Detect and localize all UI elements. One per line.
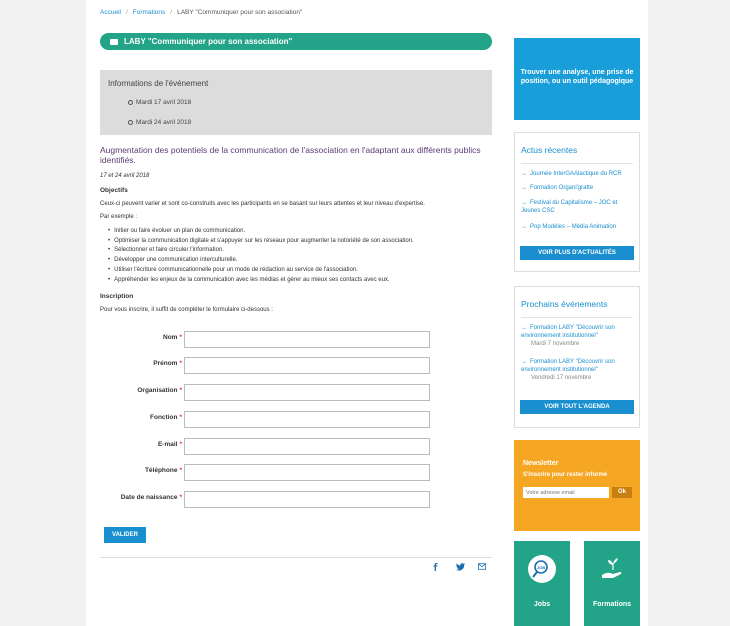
field-label: Date de naissance * — [120, 494, 182, 501]
event-date: Mardi 7 novembre — [531, 341, 580, 347]
event-title: LABY "Communiquer pour son association" — [124, 37, 293, 46]
field-label: E-mail * — [157, 441, 182, 448]
field-label: Nom * — [163, 334, 182, 341]
event-date — [128, 119, 191, 126]
objectives-intro: Ceux-ci peuvent varier et sont co-construits avec les participants en se basant sur leurs attentes et leur niveau d'expertise. — [100, 201, 425, 207]
list-item: • Sélectionner et faire circuler l'information. — [108, 246, 492, 256]
newsletter-submit-button[interactable]: Ok — [612, 487, 632, 498]
facebook-icon[interactable] — [433, 563, 439, 573]
email-icon[interactable] — [478, 563, 486, 572]
newsletter-box — [514, 440, 640, 531]
birthdate-field[interactable] — [184, 491, 430, 508]
event-date-text: Mardi 17 avril 2018 — [136, 99, 192, 106]
event-link[interactable]: → Formation LABY "Découvrir son environnement institutionnel" Vendredi 17 novembre — [521, 358, 633, 382]
jobs-tile[interactable] — [514, 541, 570, 626]
news-link[interactable]: → Pop Modèles – Média Animation — [521, 223, 633, 231]
submit-button[interactable]: VALIDER — [104, 527, 146, 543]
event-date — [128, 99, 191, 106]
email-field[interactable] — [184, 438, 430, 455]
event-link[interactable]: → Formation LABY "Découvrir son environnement institutionnel" Mardi 7 novembre — [521, 324, 633, 348]
event-title-bar — [100, 33, 492, 50]
more-news-button[interactable]: VOIR PLUS D'ACTUALITÉS — [520, 246, 634, 260]
article-content — [100, 145, 492, 538]
article-dates: 17 et 24 avril 2018 — [100, 173, 150, 179]
newsletter-heading: Newsletter — [523, 460, 559, 467]
divider — [100, 557, 492, 558]
inscription-heading: Inscription — [100, 293, 134, 301]
news-link[interactable]: → Journée InterGAAlactique du RCR — [521, 170, 633, 178]
event-date: Vendredi 17 novembre — [531, 375, 592, 381]
chat-icon — [110, 39, 118, 45]
breadcrumb-current: LABY "Communiquer pour son association" — [177, 9, 303, 16]
resource-promo-banner[interactable]: Trouver une analyse, une prise de position, ou un outil pédagogique — [514, 38, 640, 120]
page — [86, 0, 648, 626]
prenom-field[interactable] — [184, 357, 430, 374]
list-item: • Appréhender les enjeux de la communication avec les médias et gérer au mieux ses contacts avec eux. — [108, 276, 492, 286]
newsletter-subtitle: S'inscrire pour rester informé — [523, 472, 608, 478]
nom-field[interactable] — [184, 331, 430, 348]
news-link[interactable]: → Festival du Capitalisme – JOC et Jeunes CSC — [521, 199, 633, 215]
divider — [521, 317, 633, 318]
twitter-icon[interactable] — [456, 563, 465, 573]
news-heading: Actus récentes — [521, 145, 578, 155]
newsletter-email-input[interactable] — [523, 487, 609, 498]
breadcrumb-separator: / — [170, 9, 173, 16]
svg-text:JOB: JOB — [536, 565, 546, 570]
events-card — [514, 286, 640, 428]
form-row-prenom — [100, 357, 460, 374]
breadcrumb — [100, 9, 302, 16]
form-row-fonction — [100, 411, 460, 428]
objectives-list — [100, 227, 492, 285]
clock-icon — [128, 120, 133, 125]
list-item: • Initier ou faire évoluer un plan de communication. — [108, 227, 492, 237]
jobs-tile-label: Jobs — [533, 601, 551, 608]
form-row-organisation — [100, 384, 460, 401]
event-date-text: Mardi 24 avril 2018 — [136, 119, 192, 126]
organisation-field[interactable] — [184, 384, 430, 401]
list-item: • Optimiser la communication digitale et s'appuyer sur les réseaux pour augmenter la notoriété de son association. — [108, 237, 492, 247]
telephone-field[interactable] — [184, 464, 430, 481]
field-label: Prénom * — [153, 360, 182, 367]
formations-tile[interactable] — [584, 541, 640, 626]
article-title: Augmentation des potentiels de la communication de l'association en l'adaptant aux différents publics identifiés. — [100, 145, 481, 165]
field-label: Organisation * — [137, 387, 182, 394]
news-card — [514, 132, 640, 272]
list-item: • Développer une communication interculturelle. — [108, 256, 492, 266]
news-link[interactable]: → Formation Organi'gratte — [521, 184, 633, 192]
clock-icon — [128, 100, 133, 105]
agenda-button[interactable]: VOIR TOUT L'AGENDA — [520, 400, 634, 414]
breadcrumb-separator: / — [125, 9, 128, 16]
job-search-icon — [528, 555, 556, 583]
objectives-heading: Objectifs — [100, 187, 128, 194]
inscription-text: Pour vous inscrire, il suffit de compléter le formulaire ci-dessous : — [100, 307, 273, 314]
breadcrumb-home-link[interactable]: Accueil — [100, 9, 121, 16]
field-label: Téléphone * — [144, 467, 182, 474]
field-label: Fonction * — [150, 414, 182, 421]
newsletter-form — [523, 487, 631, 498]
events-heading: Prochains événements — [521, 299, 608, 309]
formations-tile-label: Formations — [592, 601, 632, 608]
list-item: • Utiliser l'écriture communicationnelle pour un mode de rédaction au service de l'association. — [108, 266, 492, 276]
hand-plant-icon — [598, 555, 626, 583]
example-label: Par exemple : — [100, 214, 138, 220]
form-row-email — [100, 438, 460, 455]
form-row-nom — [100, 331, 460, 348]
fonction-field[interactable] — [184, 411, 430, 428]
divider — [521, 163, 633, 164]
form-row-telephone — [100, 464, 460, 481]
info-box-heading: Informations de l'événement — [108, 79, 209, 88]
breadcrumb-formations-link[interactable]: Formations — [132, 9, 166, 16]
event-info-box — [100, 70, 492, 135]
form-row-birthdate — [100, 491, 460, 508]
